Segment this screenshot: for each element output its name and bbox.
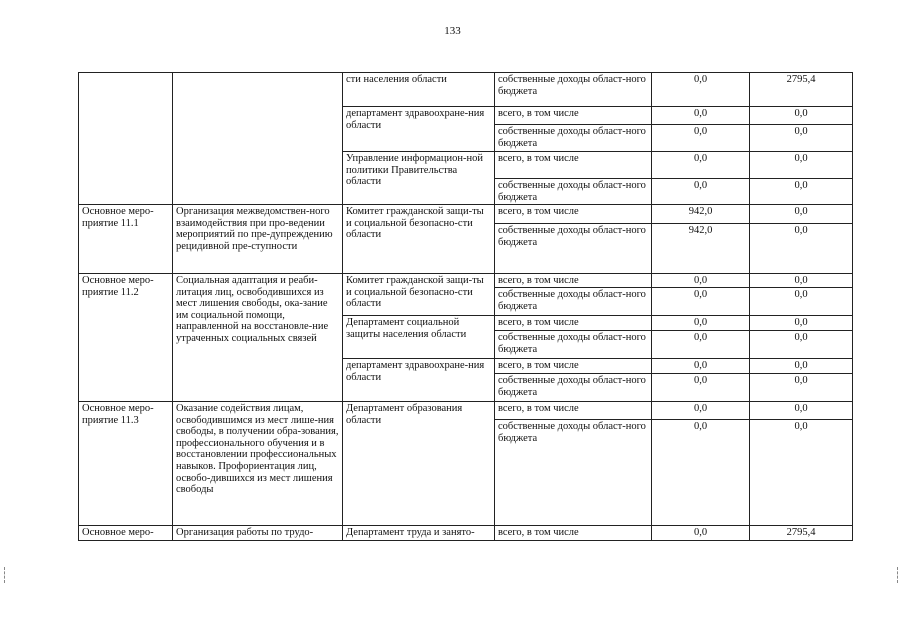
value-cell-2: 0,0 — [750, 107, 853, 125]
value-cell-2: 2795,4 — [750, 73, 853, 107]
budget-table — [78, 72, 853, 541]
event-name-cell: Основное меро-приятие 11.2 — [79, 274, 173, 402]
value-cell-2: 0,0 — [750, 402, 853, 420]
executor-cell: Департамент труда и занято- — [343, 526, 495, 541]
funding-source-cell: всего, в том числе — [495, 402, 652, 420]
value-cell-1: 942,0 — [652, 224, 750, 274]
executor-cell: Управление информацион-ной политики Правительства области — [343, 152, 495, 205]
table-row — [79, 402, 853, 420]
executor-cell: Департамент социальной защиты населения области — [343, 316, 495, 359]
funding-source-cell: всего, в том числе — [495, 274, 652, 288]
value-cell-2: 0,0 — [750, 179, 853, 205]
funding-source-cell: всего, в том числе — [495, 526, 652, 541]
value-cell-1: 0,0 — [652, 179, 750, 205]
value-cell-1: 0,0 — [652, 107, 750, 125]
value-cell-2: 0,0 — [750, 152, 853, 179]
page-number: 133 — [444, 25, 461, 37]
event-description-cell: Организация работы по трудо- — [173, 526, 343, 541]
funding-source-cell: всего, в том числе — [495, 316, 652, 331]
funding-source-cell: собственные доходы област-ного бюджета — [495, 179, 652, 205]
executor-cell: Комитет гражданской защи-ты и социальной безопасно-сти области — [343, 274, 495, 316]
value-cell-2: 0,0 — [750, 205, 853, 224]
event-description-cell: Организация межведомствен-ного взаимодействия при про-ведении мероприятий по пре-дупреждению рецидивной пре-ступности — [173, 205, 343, 274]
funding-source-cell: собственные доходы област-ного бюджета — [495, 420, 652, 526]
funding-source-cell: всего, в том числе — [495, 152, 652, 179]
value-cell-2: 2795,4 — [750, 526, 853, 541]
event-name-cell: Основное меро- — [79, 526, 173, 541]
table-row — [79, 73, 853, 107]
event-description-cell — [173, 73, 343, 205]
value-cell-2: 0,0 — [750, 331, 853, 359]
executor-cell: сти населения области — [343, 73, 495, 107]
value-cell-1: 0,0 — [652, 331, 750, 359]
funding-source-cell: всего, в том числе — [495, 205, 652, 224]
value-cell-2: 0,0 — [750, 288, 853, 316]
value-cell-2: 0,0 — [750, 359, 853, 374]
executor-cell: Департамент образования области — [343, 402, 495, 526]
value-cell-1: 0,0 — [652, 402, 750, 420]
value-cell-1: 0,0 — [652, 374, 750, 402]
event-name-cell: Основное меро-приятие 11.1 — [79, 205, 173, 274]
value-cell-1: 0,0 — [652, 274, 750, 288]
scan-edge-mark — [897, 567, 904, 583]
table-row — [79, 205, 853, 224]
executor-cell: департамент здравоохране-ния области — [343, 359, 495, 402]
funding-source-cell: собственные доходы област-ного бюджета — [495, 374, 652, 402]
value-cell-1: 0,0 — [652, 359, 750, 374]
funding-source-cell: собственные доходы област-ного бюджета — [495, 331, 652, 359]
value-cell-2: 0,0 — [750, 125, 853, 152]
funding-source-cell: собственные доходы област-ного бюджета — [495, 73, 652, 107]
value-cell-1: 0,0 — [652, 420, 750, 526]
value-cell-1: 0,0 — [652, 125, 750, 152]
value-cell-2: 0,0 — [750, 224, 853, 274]
value-cell-1: 0,0 — [652, 526, 750, 541]
table-row — [79, 274, 853, 288]
event-description-cell: Оказание содействия лицам, освободившимся из мест лише-ния свободы, в получении обра-зования, профессионального обучения и в восстановлении профессиональных навыков. Профориентация лиц, освобо-дившихся из мест лишения свободы — [173, 402, 343, 526]
funding-source-cell: собственные доходы област-ного бюджета — [495, 125, 652, 152]
value-cell-2: 0,0 — [750, 274, 853, 288]
value-cell-1: 0,0 — [652, 152, 750, 179]
executor-cell: департамент здравоохране-ния области — [343, 107, 495, 152]
value-cell-1: 0,0 — [652, 73, 750, 107]
funding-source-cell: всего, в том числе — [495, 359, 652, 374]
value-cell-2: 0,0 — [750, 316, 853, 331]
value-cell-2: 0,0 — [750, 374, 853, 402]
executor-cell: Комитет гражданской защи-ты и социальной безопасно-сти области — [343, 205, 495, 274]
table-row — [79, 526, 853, 541]
value-cell-1: 942,0 — [652, 205, 750, 224]
value-cell-1: 0,0 — [652, 288, 750, 316]
funding-source-cell: собственные доходы област-ного бюджета — [495, 224, 652, 274]
funding-source-cell: всего, в том числе — [495, 107, 652, 125]
scan-edge-mark — [4, 567, 11, 583]
event-name-cell — [79, 73, 173, 205]
value-cell-1: 0,0 — [652, 316, 750, 331]
event-name-cell: Основное меро-приятие 11.3 — [79, 402, 173, 526]
value-cell-2: 0,0 — [750, 420, 853, 526]
event-description-cell: Социальная адаптация и реаби-литация лиц, освободившихся из мест лишения свободы, ока-зание им социальной помощи, направленной на восстановле-ние утраченных социальных связей — [173, 274, 343, 402]
funding-source-cell: собственные доходы област-ного бюджета — [495, 288, 652, 316]
